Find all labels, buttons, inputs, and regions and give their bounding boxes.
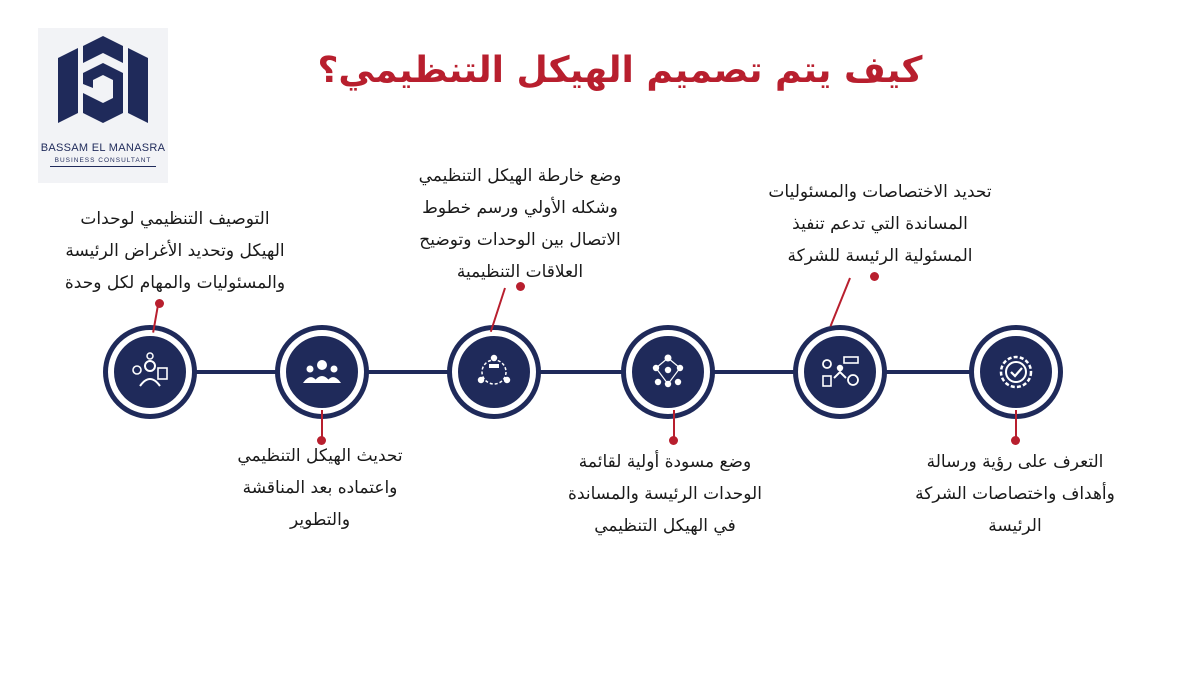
step-1-line-3: الرئيسة (988, 516, 1042, 536)
step-3-dot (669, 436, 678, 445)
step-4-connector (490, 288, 506, 332)
step-4-line-4: العلاقات التنظيمية (456, 262, 584, 282)
job-description-icon (128, 350, 172, 394)
step-5-line-1: تحديث الهيكل التنظيمي (237, 446, 403, 466)
step-6-line-2: الهيكل وتحديد الأغراض الرئيسة (65, 241, 285, 261)
responsibilities-icon (818, 350, 862, 394)
step-4-text (385, 160, 655, 288)
step-2-line-1: تحديد الاختصاصات والمسئوليات (768, 182, 992, 202)
step-6-line-1: التوصيف التنظيمي لوحدات (80, 209, 270, 229)
step-6-text (30, 203, 320, 299)
company-logo (28, 18, 178, 188)
step-4-node (452, 330, 536, 414)
step-3-line-1: وضع مسودة أولية لقائمة (578, 452, 752, 472)
step-1-dot (1011, 436, 1020, 445)
step-6-dot (155, 299, 164, 308)
step-5-text (200, 440, 440, 536)
step-2-connector (830, 278, 851, 327)
step-2-dot (870, 272, 879, 281)
step-3-line-3: في الهيكل التنظيمي (594, 516, 736, 536)
network-people-icon (646, 350, 690, 394)
step-4-line-3: الاتصال بين الوحدات وتوضيح (419, 230, 621, 250)
step-6-line-3: والمسئوليات والمهام لكل وحدة (64, 273, 286, 293)
step-5-line-3: والتطوير (289, 510, 351, 530)
step-2-line-2: المساندة التي تدعم تنفيذ (792, 214, 968, 234)
step-6-node (108, 330, 192, 414)
step-2-line-3: المسئولية الرئيسة للشركة (787, 246, 973, 266)
logo-name: BASSAM EL MANASRA (40, 142, 166, 154)
step-1-line-1: التعرف على رؤية ورسالة (926, 452, 1104, 472)
team-icon (300, 350, 344, 394)
page-title: كيف يتم تصميم الهيكل التنظيمي؟ (317, 50, 923, 91)
logo-divider (50, 166, 156, 167)
logo-subtitle: BUSINESS CONSULTANT (54, 157, 152, 164)
step-1-text (890, 446, 1140, 542)
step-6-connector (152, 305, 159, 333)
step-5-line-2: واعتماده بعد المناقشة (242, 478, 398, 498)
step-2-text (730, 176, 1030, 272)
step-3-line-2: الوحدات الرئيسة والمساندة (568, 484, 762, 504)
step-3-text (540, 446, 790, 542)
step-2-node (798, 330, 882, 414)
step-4-line-1: وضع خارطة الهيكل التنظيمي (418, 166, 622, 186)
step-1-node (974, 330, 1058, 414)
org-map-icon (472, 350, 516, 394)
step-1-line-2: وأهداف واختصاصات الشركة (915, 484, 1115, 504)
step-3-node (626, 330, 710, 414)
step-4-line-2: وشكله الأولي ورسم خطوط (422, 198, 618, 218)
gear-check-icon (994, 350, 1038, 394)
step-5-node (280, 330, 364, 414)
